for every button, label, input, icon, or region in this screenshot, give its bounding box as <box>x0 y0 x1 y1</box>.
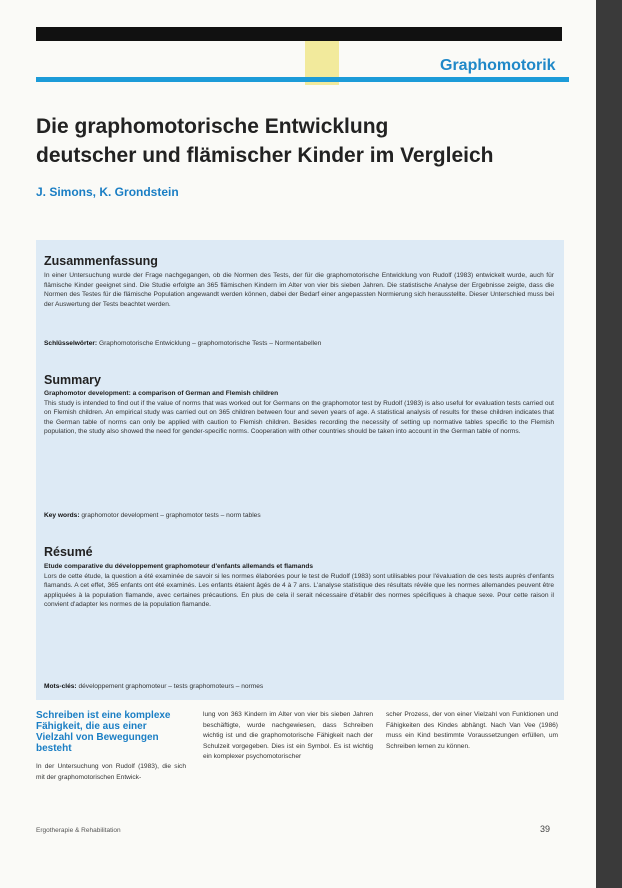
resume-text: Lors de cette étude, la question a été examinée de savoir si les normes élaborées pour le test de Rudolf (1983) sont utilisables pour l'évaluation de ces tests auprès d'enfants flamands. A cet effet, 365 enfants ont été examinés. Les enfants étaient âgés de 4 à 7 ans. L'analyse statistique des résultats révèle que les normes allemandes peuvent être appliquées à la population flamande, avec certaines précautions. En plus de cela il serait nécessaire d'établir des normes spécifiques à chaque sexe. Pour cette raison il convient d'adapter les normes de la population flamande. <box>44 572 554 609</box>
title-line-2: deutscher und flämischer Kinder im Vergleich <box>36 144 494 167</box>
resume-subtitle: Etude comparative du développement graphomoteur d'enfants allemands et flamands <box>44 563 314 570</box>
title-line-1: Die graphomotorische Entwicklung <box>36 115 389 138</box>
section-rule <box>36 77 569 82</box>
body-column-2: lung von 363 Kindern im Alter von vier bis sieben Jahren beschäftigte, wurde nachgewiesen, dass Schreiben wichtig ist und die graphomotorische Fähigkeit nach der Schulzeit vorgegeben. Dies ist ein Symbol. Es ist wichtig ein komplexer psychomotorischer <box>203 711 373 761</box>
keywords-label: Mots-clés: <box>44 683 77 690</box>
summary-keywords <box>44 512 554 519</box>
resume-heading: Résumé <box>44 545 93 559</box>
keywords-text: Graphomotorische Entwicklung – graphomotorische Tests – Normentabellen <box>98 340 322 347</box>
zusammenfassung-heading: Zusammenfassung <box>44 254 158 268</box>
summary-body <box>44 389 554 437</box>
page-number: 39 <box>540 824 551 834</box>
keywords-text: développement graphomoteur – tests graphomoteurs – normes <box>78 683 264 690</box>
keywords-label: Schlüsselwörter: <box>44 340 98 347</box>
resume-keywords <box>44 683 554 690</box>
summary-subtitle: Graphomotor development: a comparison of German and Flemish children <box>44 390 279 397</box>
summary-text: This study is intended to find out if the value of norms that was worked out for Germans on the graphomotor test by Rudolf (1983) is also useful for evaluation tests carried out on Flemish children. An empirical study was carried out on 365 children between four and seven years of age. A statistical analysis of results for these children indicates that the German table of norms can only be applied with caution to Flemish children. Besides recording the necessity of setting up normative tables specific to the Flemish population, the study also showed the need for gender-specific norms. Cooperation with other countries should be taken into account in the German table of norms. <box>44 399 554 436</box>
body-column-1 <box>36 710 186 783</box>
keywords-text: graphomotor development – graphomotor tests – norm tables <box>81 512 261 519</box>
zusammenfassung-keywords <box>44 340 554 347</box>
section-label: Graphomotorik <box>440 57 556 74</box>
summary-heading: Summary <box>44 373 101 387</box>
journal-name: Ergotherapie & Rehabilitation <box>36 827 121 834</box>
body-column-3: scher Prozess, der von einer Vielzahl von Funktionen und Fähigkeiten des Kindes abhängt. Nach Van Vee (1986) muss ein Kind bestimmte Voraussetzungen erfüllen, um Schreiben lernen zu können. <box>386 711 558 750</box>
column-text: In der Untersuchung von Rudolf (1983), die sich mit der graphomotorischen Entwick- <box>36 763 186 781</box>
resume-body <box>44 562 554 610</box>
zusammenfassung-text: In einer Untersuchung wurde der Frage nachgegangen, ob die Normen des Tests, der für die graphomotorische Entwicklung von Rudolf (1983) entwickelt wurde, auch für flämische Kinder geeignet sind. Die Studie erfolgte an 365 flämischen Kindern im Alter von vier bis sieben Jahren. Die statistische Analyse der Ergebnisse zeigte, dass die Normen des Testes für die flämische Population angewandt werden können, dabei der Bedarf einer angepassten Normierung sich herausstellte. Dieser Unterschied muss bei der Auswertung der Tests beachtet werden. <box>44 272 554 308</box>
column-heading: Schreiben ist eine komplexe Fähigkeit, die aus einer Vielzahl von Bewegungen besteht <box>36 710 171 754</box>
article-title <box>36 112 556 170</box>
keywords-label: Key words: <box>44 512 80 519</box>
top-bar <box>36 27 562 41</box>
authors: J. Simons, K. Grondstein <box>36 185 179 199</box>
